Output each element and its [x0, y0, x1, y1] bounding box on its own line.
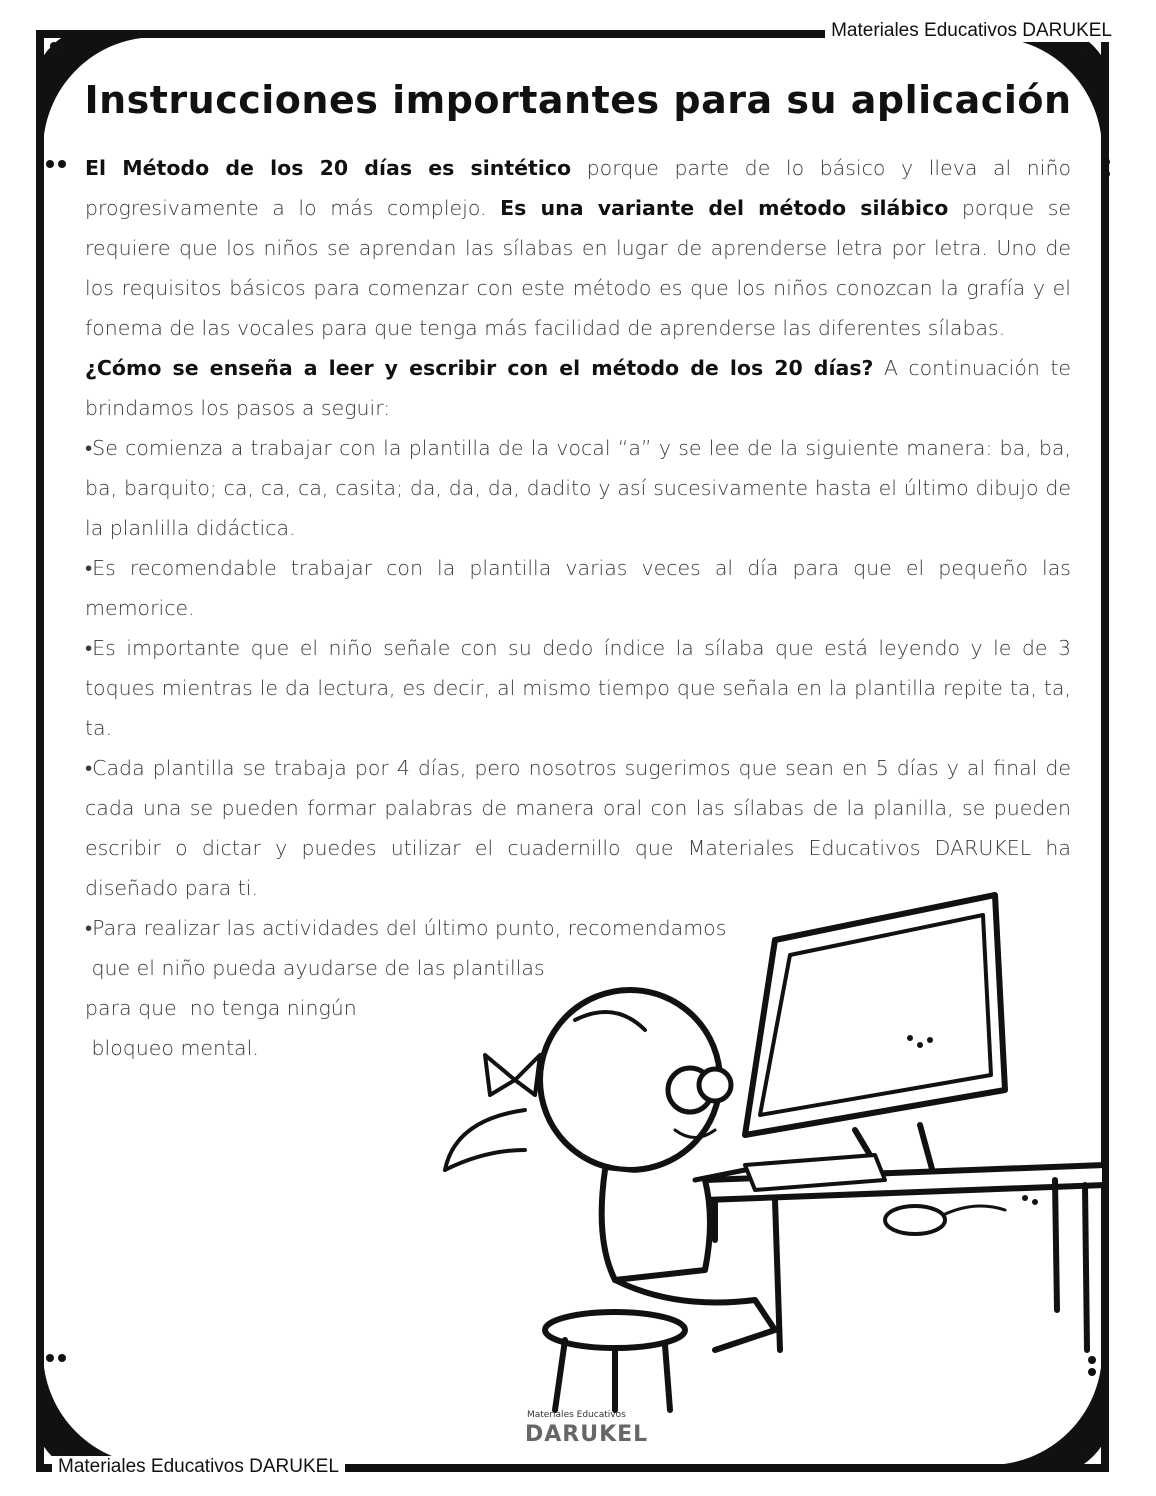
last-bullet-line: •Para realizar las actividades del último punto, recomendamos: [85, 916, 727, 940]
paragraph-question: [85, 348, 1071, 428]
darukel-logo: [515, 1408, 649, 1468]
decorative-dot: [58, 160, 66, 168]
decorative-dot: [1102, 158, 1110, 166]
bullet-item: •Es recomendable trabajar con la plantilla varias veces al día para que el pequeño las memorice.: [85, 556, 1071, 620]
page-title: Instrucciones importantes para su aplicación: [84, 78, 1072, 122]
brand-label-top: Materiales Educativos DARUKEL: [825, 20, 1116, 42]
last-bullet-line: que el niño pueda ayudarse de las plantillas: [85, 956, 545, 980]
intro-text-1: porque parte de lo básico y lleva al niño progresivamente a lo más complejo.: [85, 156, 1071, 220]
logo-big-text: DARUKEL: [525, 1422, 649, 1447]
bullet-item: •Es importante que el niño señale con su dedo índice la sílaba que está leyendo y le de 3 toques mientras le da lectura, es decir, al mismo tiempo que señala en la plantilla repite ta, ta, ta.: [85, 636, 1071, 740]
intro-bold-2: Es una variante del método silábico: [500, 196, 949, 220]
child-computer-illustration: [415, 880, 1115, 1420]
brand-label-bottom: Materiales Educativos DARUKEL: [52, 1456, 345, 1478]
intro-bold-1: El Método de los 20 días es sintético: [85, 156, 572, 180]
bullet-item: •Cada plantilla se trabaja por 4 días, pero nosotros sugerimos que sean en 5 días y al final de cada una se pueden formar palabras de manera oral con las sílabas de la planilla, se pueden escribir o dictar y puedes utilizar el cuadernillo que Materiales Educativos DARUKEL ha diseñado para ti.: [85, 756, 1071, 900]
question-bold: ¿Cómo se enseña a leer y escribir con el método de los 20 días?: [85, 356, 874, 380]
logo-small-text: Materiales Educativos: [527, 1410, 626, 1420]
corner-arcs-bottom-left: [36, 1352, 176, 1472]
bullet-item: •Se comienza a trabajar con la plantilla de la vocal “a” y se lee de la siguiente manera: ba, ba, ba, barquito; ca, ca, ca, casita; da, da, da, dadito y así sucesivamente hasta el último dibujo de la planlilla didáctica.: [85, 436, 1071, 540]
last-bullet-line: bloqueo mental.: [85, 1036, 259, 1060]
question-text: A continuación te brindamos los pasos a seguir:: [85, 356, 1071, 420]
last-bullet-line: para que no tenga ningún: [85, 996, 357, 1020]
decorative-dot: [1102, 170, 1110, 178]
decorative-dot: [46, 160, 54, 168]
paragraph-intro: [85, 148, 1071, 348]
intro-text-2: porque se requiere que los niños se aprendan las sílabas en lugar de aprenderse letra por letra. Uno de los requisitos básicos para comenzar con este método es que los niños conozcan la grafía y el fonema de las vocales para que tenga más facilidad de aprenderse las diferentes sílabas.: [85, 196, 1071, 340]
